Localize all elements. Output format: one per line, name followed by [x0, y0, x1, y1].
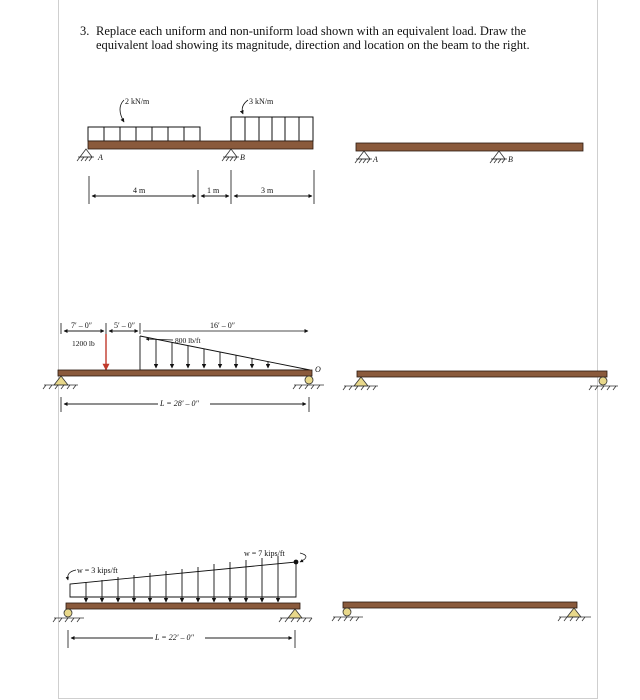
support-label-a-answer: A	[373, 155, 378, 164]
problem-text-line-1: Replace each uniform and non-uniform load shown with an equivalent load. Draw the	[96, 24, 527, 38]
beam-3	[66, 603, 300, 609]
answer-beam-1	[355, 143, 583, 164]
beam-answer-3	[343, 602, 577, 608]
dimension-lines-2-top	[61, 323, 308, 334]
dim-4m: 4 m	[133, 186, 146, 195]
dim-7ft: 7′ – 0″	[71, 321, 93, 330]
load-label-7kips: w = 7 kips/ft	[244, 549, 285, 558]
problem-text-line-2: equivalent load showing its magnitude, direction and location on the beam to the right.	[96, 38, 530, 52]
dist-load-label: 800 lb/ft	[175, 336, 201, 345]
pin-support-a-answer	[355, 151, 372, 163]
figure-2	[43, 321, 324, 412]
beam-1	[88, 141, 313, 149]
point-load-label: 1200 lb	[72, 339, 95, 348]
triangular-load-arrows	[156, 339, 268, 368]
pin-support-left-answer-2	[343, 377, 378, 390]
answer-beam-2	[343, 371, 618, 390]
length-label-3: L = 22′ – 0″	[155, 633, 194, 642]
pin-support-right-3	[279, 609, 312, 622]
load-leader-7kips	[300, 553, 306, 562]
roller-support-right-2	[293, 376, 324, 389]
support-label-a: A	[98, 153, 103, 162]
trapezoid-load-arrows	[86, 556, 278, 602]
roller-support-left-answer-3	[332, 608, 363, 621]
beam-answer-1	[356, 143, 583, 151]
dim-5ft: 5′ – 0″	[114, 321, 136, 330]
problem-number: 3.	[80, 24, 90, 38]
roller-support-right-answer-2	[589, 377, 618, 390]
load-label-3kn: 3 kN/m	[249, 97, 274, 106]
point-o-label: O	[315, 365, 321, 374]
load-leader-3kips	[68, 570, 76, 580]
uniform-load-box-left	[88, 127, 200, 141]
triangular-load-slope	[140, 336, 310, 370]
pin-support-right-answer-3	[558, 608, 591, 621]
dist-load-leader	[146, 339, 173, 340]
pin-support-a	[77, 149, 94, 161]
dimension-lines-1	[89, 170, 314, 204]
roller-support-left-3	[53, 609, 84, 622]
load-label-2kn: 2 kN/m	[125, 97, 150, 106]
support-label-b-answer: B	[508, 155, 513, 164]
dim-16ft: 16′ – 0″	[210, 321, 236, 330]
beam-2	[58, 370, 312, 376]
load-label-3kips: w = 3 kips/ft	[77, 566, 118, 575]
pin-support-b	[222, 149, 239, 161]
pin-support-left-2	[43, 376, 78, 389]
load-end-dot	[294, 560, 299, 565]
answer-beam-3	[332, 602, 591, 621]
pin-support-b-answer	[490, 151, 507, 163]
load-leader-left	[120, 100, 124, 122]
length-label-2: L = 28′ – 0″	[160, 399, 199, 408]
beam-answer-2	[357, 371, 607, 377]
dim-1m: 1 m	[207, 186, 220, 195]
load-leader-right	[242, 100, 248, 114]
figure-1	[77, 97, 314, 204]
figure-3	[53, 549, 312, 648]
dim-3m: 3 m	[261, 186, 274, 195]
support-label-b: B	[240, 153, 245, 162]
